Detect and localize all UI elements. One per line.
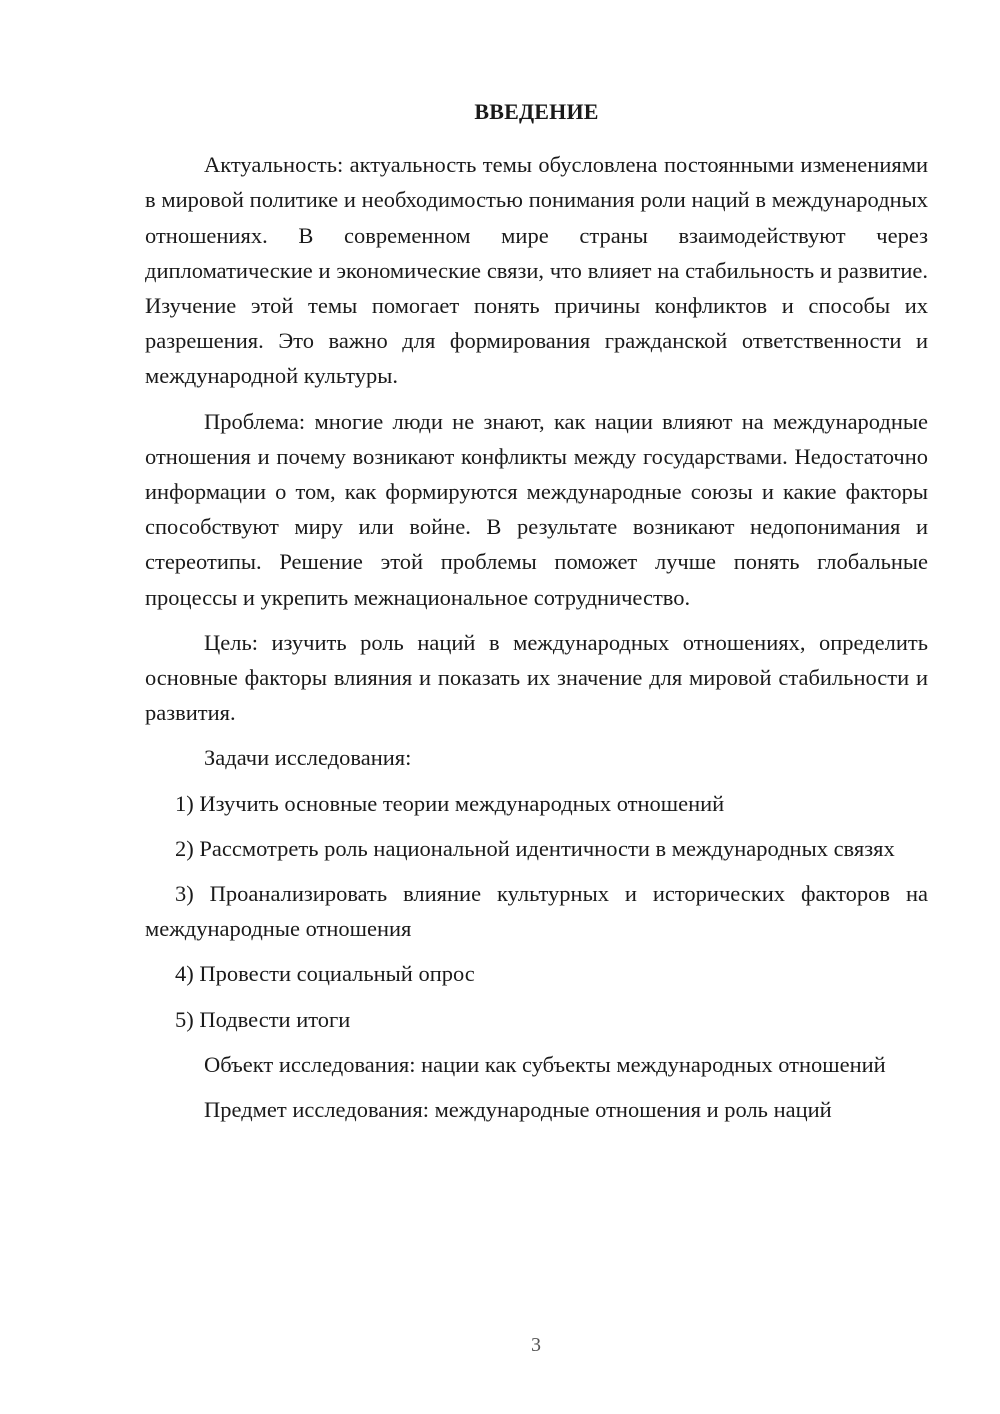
subject-paragraph: Предмет исследования: международные отношения и роль наций — [204, 1097, 832, 1123]
task-item-4: 4) Провести социальный опрос — [175, 961, 475, 987]
object-paragraph: Объект исследования: нации как субъекты международных отношений — [204, 1051, 886, 1077]
page-title: ВВЕДЕНИЕ — [474, 99, 599, 124]
document-body — [145, 94, 928, 1137]
relevance-paragraph: Актуальность: актуальность темы обусловлена постоянными изменениями в мировой политике и необходимостью понимания роли наций в международных отношениях. В современном мире страны взаимодействуют через дипломатические и экономические связи, что влияет на стабильность и развитие. Изучение этой темы помогает понять причины конфликтов и способы их разрешения. Это важно для формирования гражданской ответственности и международной культуры. — [145, 152, 928, 389]
task-item-3: 3) Проанализировать влияние культурных и исторических факторов на международные отношения — [145, 881, 928, 942]
tasks-heading: Задачи исследования: — [204, 745, 412, 771]
task-item-2: 2) Рассмотреть роль национальной идентичности в международных связях — [175, 835, 895, 861]
page-number: 3 — [531, 1334, 541, 1356]
task-item-1: 1) Изучить основные теории международных отношений — [175, 790, 725, 816]
goal-paragraph: Цель: изучить роль наций в международных отношениях, определить основные факторы влияния и показать их значение для мировой стабильности и развития. — [145, 629, 928, 726]
problem-paragraph: Проблема: многие люди не знают, как нации влияют на международные отношения и почему возникают конфликты между государствами. Недостаточно информации о том, как формируются международные союзы и какие факторы способствуют миру или войне. В результате возникают недопонимания и стереотипы. Решение этой проблемы поможет лучше понять глобальные процессы и укрепить межнациональное сотрудничество. — [145, 408, 928, 610]
task-item-5: 5) Подвести итоги — [175, 1006, 351, 1032]
